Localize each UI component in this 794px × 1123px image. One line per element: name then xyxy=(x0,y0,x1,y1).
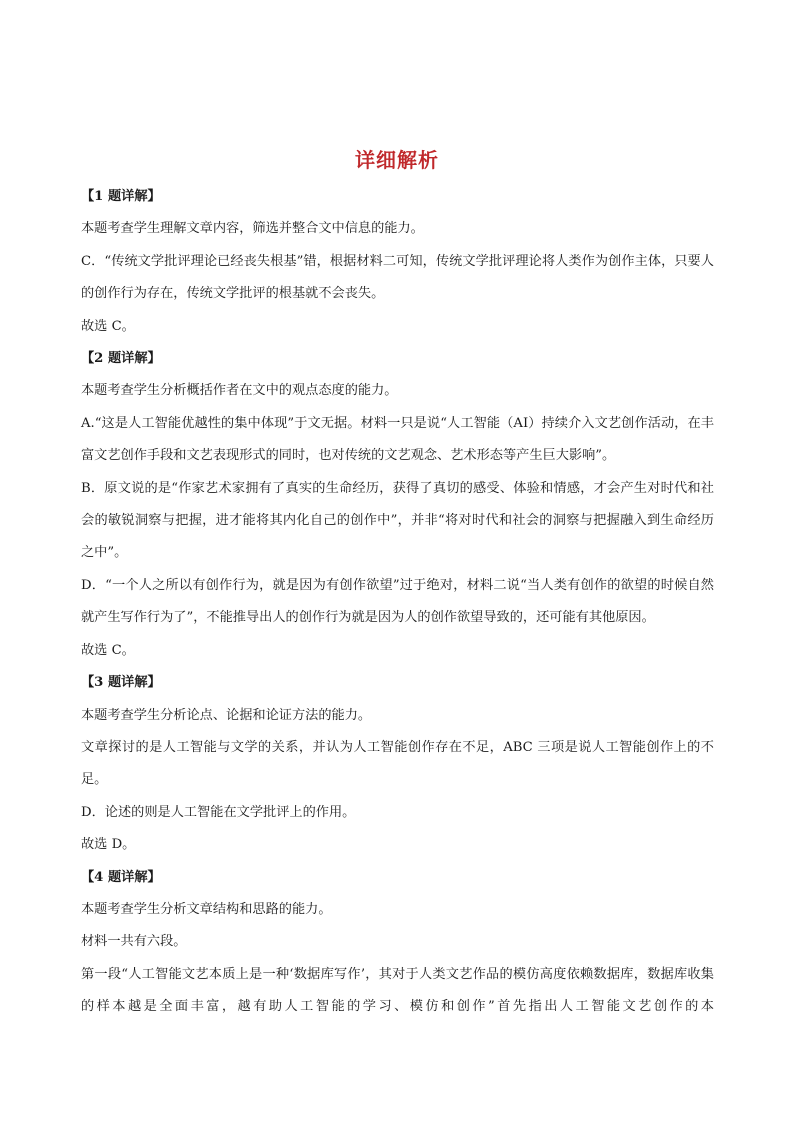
question-heading: 【3 题详解】 xyxy=(81,675,161,691)
question-heading: 【4 题详解】 xyxy=(81,869,161,885)
paragraph: 本题考查学生分析文章结构和思路的能力。 xyxy=(81,901,332,917)
paragraph: A.“这是人工智能优越性的集中体现”于文无据。材料一只是说“人工智能（AI）持续介入文艺创作活动，在丰富文艺创作手段和文艺表现形式的同时，也对传统的文艺观念、艺术形态等产生巨大影响”。 xyxy=(81,415,714,464)
paragraph: D．“一个人之所以有创作行为，就是因为有创作欲望”过于绝对，材料二说“当人类有创作的欲望的时候自然就产生写作行为了”，不能推导出人的创作行为就是因为人的创作欲望导致的，还可能有其他原因。 xyxy=(81,577,714,626)
page-title: 详细解析 xyxy=(355,148,439,172)
paragraph: 第一段“人工智能文艺本质上是一种‘数据库写作’，其对于人类文艺作品的模仿高度依赖数据库，数据库收集的样本越是全面丰富，越有助人工智能的学习、模仿和创作”首先指出人工智能文艺创作的本 xyxy=(81,966,714,1015)
paragraph: 故选 D。 xyxy=(81,837,136,853)
paragraph: 材料一共有六段。 xyxy=(81,934,187,950)
paragraph: 文章探讨的是人工智能与文学的关系，并认为人工智能创作存在不足，ABC 三项是说人工智能创作上的不足。 xyxy=(81,739,714,788)
paragraph: 故选 C。 xyxy=(81,642,135,658)
paragraph: 本题考查学生分析概括作者在文中的观点态度的能力。 xyxy=(81,383,398,399)
paragraph: B．原文说的是“作家艺术家拥有了真实的生命经历，获得了真切的感受、体验和情感，才会产生对时代和社会的敏锐洞察与把握，进才能将其内化自己的创作中”，并非“将对时代和社会的洞察与把握融入到生命经历之中”。 xyxy=(81,480,714,561)
paragraph: D．论述的则是人工智能在文学批评上的作用。 xyxy=(81,804,356,820)
paragraph: 本题考查学生理解文章内容，筛选并整合文中信息的能力。 xyxy=(81,221,424,237)
question-heading: 【1 题详解】 xyxy=(81,189,161,204)
paragraph: C．“传统文学批评理论已经丧失根基”错，根据材料二可知，传统文学批评理论将人类作为创作主体，只要人的创作行为存在，传统文学批评的根基就不会丧失。 xyxy=(81,253,714,302)
analysis-body xyxy=(81,181,714,1024)
paragraph: 本题考查学生分析论点、论据和论证方法的能力。 xyxy=(81,707,372,723)
question-heading: 【2 题详解】 xyxy=(81,351,161,367)
paragraph: 故选 C。 xyxy=(81,318,135,334)
